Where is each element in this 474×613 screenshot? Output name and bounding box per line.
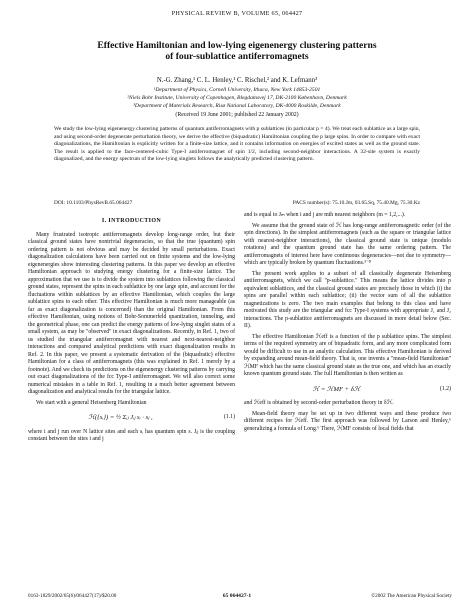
right-paragraph-4: The effective Hamiltonian ℋeff is a function of the p sublattice spins. The simplest terms of the required symmetry are of biquadratic form, and any more complicated form would be difficult to use in an analytic calculation. This effective Hamiltonian is derived by expanding around mean-field theory. That is, one invents a "mean-field Hamiltonian" ℋMF which has the same classical ground state as the true one, and which has an exactly known quantum ground state. The full Hamiltonian is then written as (244, 333, 451, 377)
abstract: We study the low-lying eigenenergy clustering patterns of quantum antiferromagnets with p sublattices (in particular p = 4). We treat each sublattice as a large spin, and using second-order degenerate perturbation theory, we derive the effective (biquadratic) Hamiltonian coupling the p large spins. In order to compare with exact diagonalizations, the Hamiltonian is explicitly written for a finite-size lattice, and it contains information on energies of excited states as well as the ground state. The result is applied to the face-centered-cubic Type-I antiferromagnet of spin 1/2, including second-neighbor interactions. A 32-site system is exactly diagonalized, and the energy spectrum of the low-lying singlets follows the analytically predicted clustering pattern. (54, 126, 420, 163)
left-column (28, 218, 235, 447)
equation-number: (1.2) (439, 385, 451, 392)
intro-paragraph-2: We start with a general Heisenberg Hamiltonian (36, 399, 147, 406)
equation-body: ℋ({sᵢ}) = ½ Σᵢⱼ Jᵢⱼ sᵢ · sⱼ , (88, 414, 153, 421)
intro-paragraph-3: where i and j run over N lattice sites and each sᵢ has quantum spin s. Jᵢⱼ is the coupling constant between the sites i and j (28, 428, 235, 442)
received-date: (Received 19 June 2001; published 22 January 2002) (175, 112, 299, 118)
affiliations (30, 86, 444, 110)
right-paragraph-3: The present work applies to a subset of all classically degenerate Heisenberg antiferromagnets, which we call "p-sublattice." This means the lattice divides into p equivalent sublattices, and the classical ground states are precisely those in which (i) the spins are parallel within each sublattice; (ii) the vector sum of all the sublattice magnetizations is zero. The two main examples that belong to this class and have motivated this study are the triangular and fcc Type-I systems with appropriate J₁ and J₂ interactions. The p-sublattice antiferromagnets are discussed in more detail below (Sec. II). (244, 270, 451, 329)
title-line-2: of four-sublattice antiferromagnets (165, 51, 309, 62)
intro-paragraph-1: Many frustrated isotropic antiferromagnets develop long-range order, but their classical ground states have nontrivial degeneracies, so that the true (quantum) spin ordering pattern is not obvious and may be decided by small perturbations. Exact diagonalization calculations have been carried out on finite systems and the low-lying eigenenergies show interesting clustering patterns. In this paper we develop an effective Hamiltonian approach to studying energy clustering for a finite-size lattice. The approximation that we use is to divide the system into sublattices following the classical ground states, represent the spins in each sublattice by one large spin, and account for the fluctuations within sublattices by an effective Hamiltonian, which couples the large sublattice spins to each other. This effective Hamiltonian is much more manageable (as far as exact diagonalization is concerned) than the original Hamiltonian. From this effective Hamiltonian, using notions of Bohr-Sommerfeld quantization, tunneling, and the geometrical phase, one can predict the energy patterns of low-lying singlet states of a small system, as may be "observed" in exact diagonalizations. Recently, in Ref. 1, two of us studied the triangular antiferromagnet with nearest and next-nearest-neighbor interactions and compared analytical predictions with exact diagonalization results in Ref. 2. In this paper, we present a systematic derivation of the (biquadratic) effective Hamiltonian for a class of antiferromagnets (this was explained in Ref. 1 merely by a footnote). And we check its predictions on the eigenenergy clustering patterns by carrying out exact diagonalizations of the fcc Type-I antiferromagnet. We will also correct some numerical mistakes in a table in Ref. 1, resulting in a much better agreement between diagonalization and analytical results for the triangular lattice. (28, 231, 235, 395)
footer-page-number: 65 064427-1 (222, 593, 252, 599)
equation-1-1 (28, 414, 235, 422)
doi-link[interactable]: DOI: 10.1103/PhysRevB.65.064427 (54, 200, 133, 206)
author-list: N.-G. Zhang,¹ C. L. Henley,¹ C. Rischel,² and K. Lefmann³ (156, 77, 318, 84)
equation-1-2 (244, 386, 451, 394)
title-line-1: Effective Hamiltonian and low-lying eigenenergy clustering patterns (97, 40, 377, 51)
affiliation-1: ¹Department of Physics, Cornell University, Ithaca, New York 14853-2501 (153, 87, 321, 93)
affiliation-2: ²Niels Bohr Institute, University of Copenhagen, Blegdamsvej 17, DK-2100 København, Denmark (127, 95, 347, 101)
footer-issn: 0163-1829/2002/65(6)/064427(17)/$20.00 (28, 593, 117, 599)
footer-copyright: ©2002 The American Physical Society (371, 593, 452, 599)
pacs-numbers: PACS number(s): 75.10.Jm, 03.65.Sq, 75.40.Mg, 75.30.Kz (292, 200, 420, 206)
section-heading: I. INTRODUCTION (101, 218, 162, 224)
equation-body: ℋ = ℋMF + δℋ (312, 385, 361, 393)
paper-title (30, 40, 444, 62)
right-paragraph-1: and is equal to Jₘ when i and j are mth nearest neighbors (m = 1,2,...). (244, 212, 406, 218)
right-paragraph-6: Mean-field theory may be set up in two different ways and these produce two different recipes for ℋeff. The first approach was followed by Larson and Henley,⁶ generalizing a formula of Long.⁶ There, ℋMF consists of local fields that (244, 410, 451, 432)
affiliation-3: ³Department of Materials Research, Risø National Laboratory, DK-4000 Roskilde, Denmark (133, 103, 341, 109)
right-paragraph-5: and ℋeff is obtained by second-order perturbation theory in δℋ. (244, 400, 394, 406)
right-column (244, 212, 451, 436)
equation-number: (1.1) (223, 414, 235, 420)
right-paragraph-2: We assume that the ground state of ℋ has long-range antiferromagnetic order (of the spin directions). In the simplest antiferromagnets (such as the square or triangular lattice with nearest-neighbor interactions), the classical ground state is unique (modulo rotations) and the quantum ground state has the same ordering pattern. The antiferromagnets of interest here have continuous degeneracies—not due to symmetry—which are typically broken by quantum fluctuations.³⁻⁸ (244, 222, 451, 266)
running-head: PHYSICAL REVIEW B, VOLUME 65, 064427 (171, 10, 303, 17)
